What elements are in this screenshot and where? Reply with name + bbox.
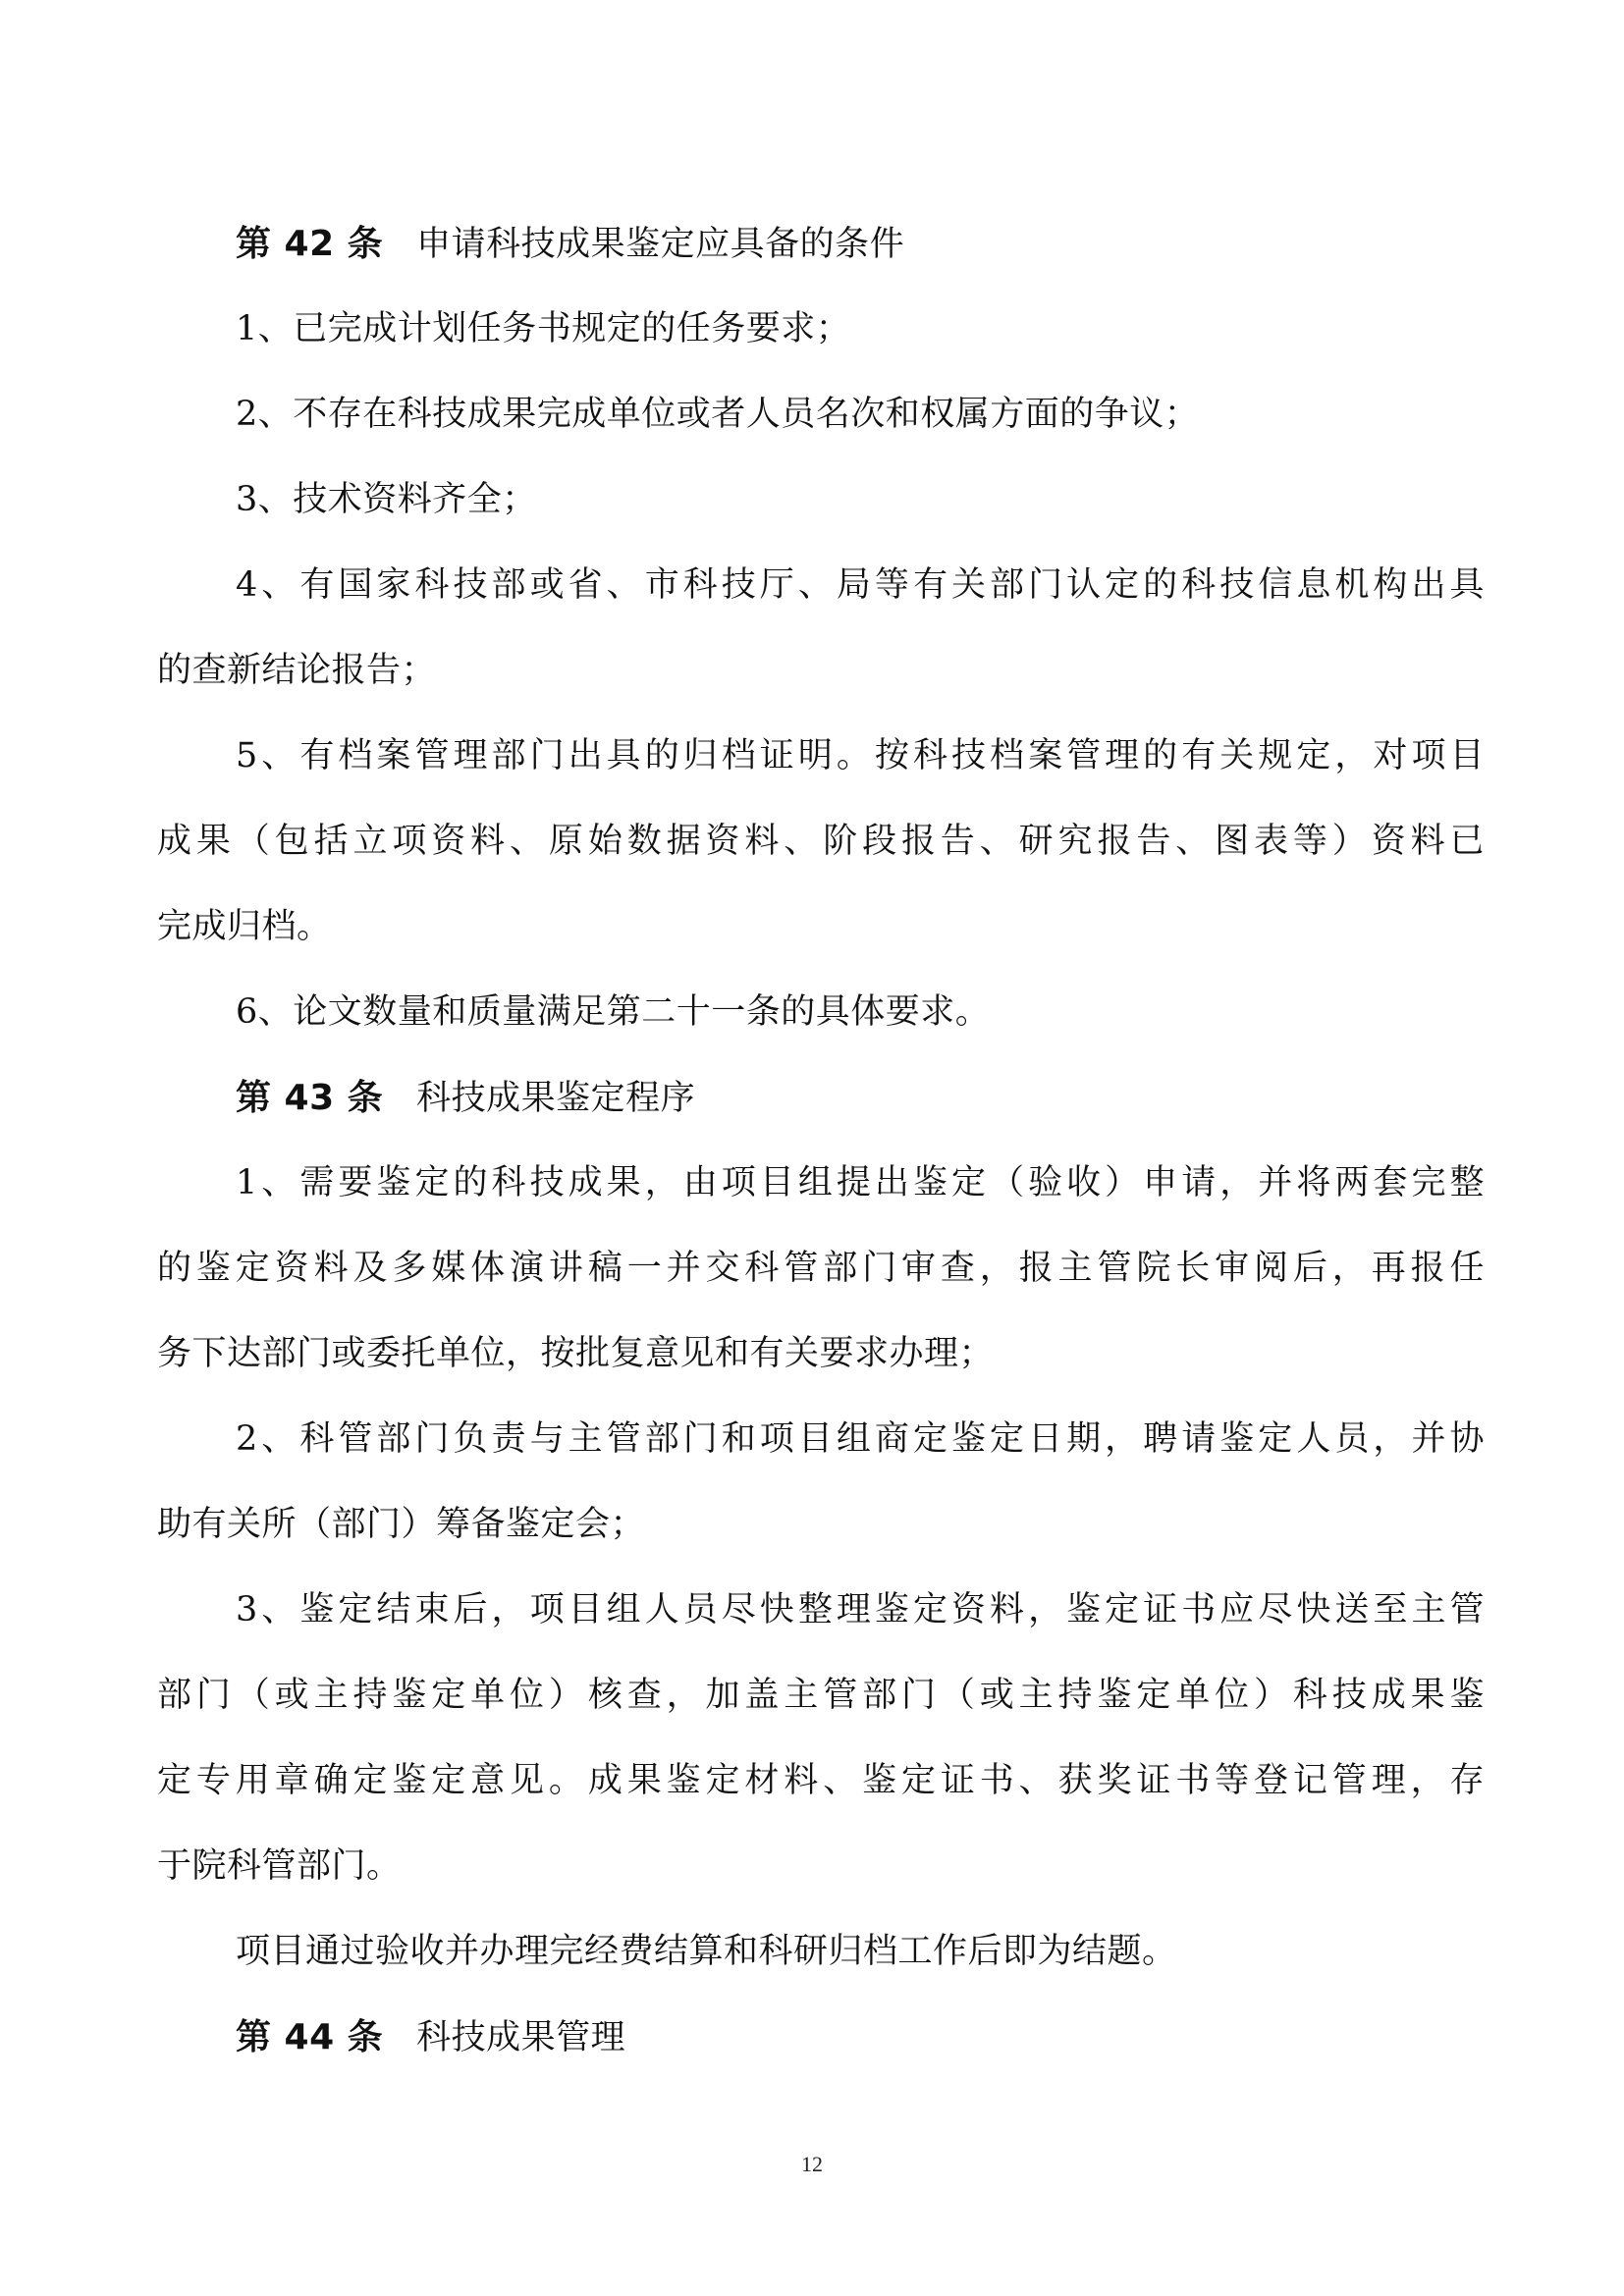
article-42-item-4-line-1: 4、有国家科技部或省、市科技厅、局等有关部门认定的科技信息机构出具 — [236, 565, 1485, 605]
article-42-item-5-line-3: 完成归档。 — [157, 907, 332, 946]
article-42-item-2: 2、不存在科技成果完成单位或者人员名次和权属方面的争议； — [236, 395, 1200, 434]
article-43-closing: 项目通过验收并办理完经费结算和科研归档工作后即为结题。 — [236, 1932, 1177, 1971]
article-42-item-5-line-2: 成果（包括立项资料、原始数据资料、阶段报告、研究报告、图表等）资料已 — [157, 822, 1485, 861]
article-43-number: 第 43 条 — [236, 1078, 384, 1118]
article-42-item-1: 1、已完成计划任务书规定的任务要求； — [236, 309, 851, 348]
article-42-number: 第 42 条 — [236, 224, 384, 264]
document-body — [157, 201, 1485, 2080]
article-43-item-3-line-1: 3、鉴定结束后，项目组人员尽快整理鉴定资料，鉴定证书应尽快送至主管 — [236, 1590, 1485, 1629]
article-43-item-3-line-2: 部门（或主持鉴定单位）核查，加盖主管部门（或主持鉴定单位）科技成果鉴 — [157, 1676, 1485, 1715]
page-number: 12 — [801, 2152, 823, 2176]
article-43-item-1-line-2: 的鉴定资料及多媒体演讲稿一并交科管部门审查，报主管院长审阅后，再报任 — [157, 1249, 1485, 1288]
article-43-item-2-line-1: 2、科管部门负责与主管部门和项目组商定鉴定日期，聘请鉴定人员，并协 — [236, 1419, 1485, 1459]
article-42-title: 申请科技成果鉴定应具备的条件 — [416, 225, 905, 264]
article-42-item-5-line-1: 5、有档案管理部门出具的归档证明。按科技档案管理的有关规定，对项目 — [236, 736, 1485, 775]
article-42-item-3: 3、技术资料齐全； — [236, 480, 537, 519]
article-43-item-1-line-3: 务下达部门或委托单位，按批复意见和有关要求办理； — [157, 1334, 995, 1373]
article-43-item-1-line-1: 1、需要鉴定的科技成果，由项目组提出鉴定（验收）申请，并将两套完整 — [236, 1163, 1485, 1202]
article-44-title: 科技成果管理 — [416, 2018, 626, 2057]
article-43-item-3-line-3: 定专用章确定鉴定意见。成果鉴定材料、鉴定证书、获奖证书等登记管理，存 — [157, 1761, 1485, 1800]
article-44-heading — [157, 1995, 1485, 2080]
article-43-title: 科技成果鉴定程序 — [416, 1079, 696, 1118]
article-44-number: 第 44 条 — [236, 2017, 384, 2057]
article-43-item-3-line-4: 于院科管部门。 — [157, 1846, 402, 1886]
article-42-heading — [157, 201, 1485, 287]
article-42-item-6: 6、论文数量和质量满足第二十一条的具体要求。 — [236, 992, 991, 1032]
article-43-heading — [157, 1055, 1485, 1141]
article-43-item-2-line-2: 助有关所（部门）筹备鉴定会； — [157, 1505, 646, 1544]
article-42-item-4-line-2: 的查新结论报告； — [157, 651, 437, 690]
